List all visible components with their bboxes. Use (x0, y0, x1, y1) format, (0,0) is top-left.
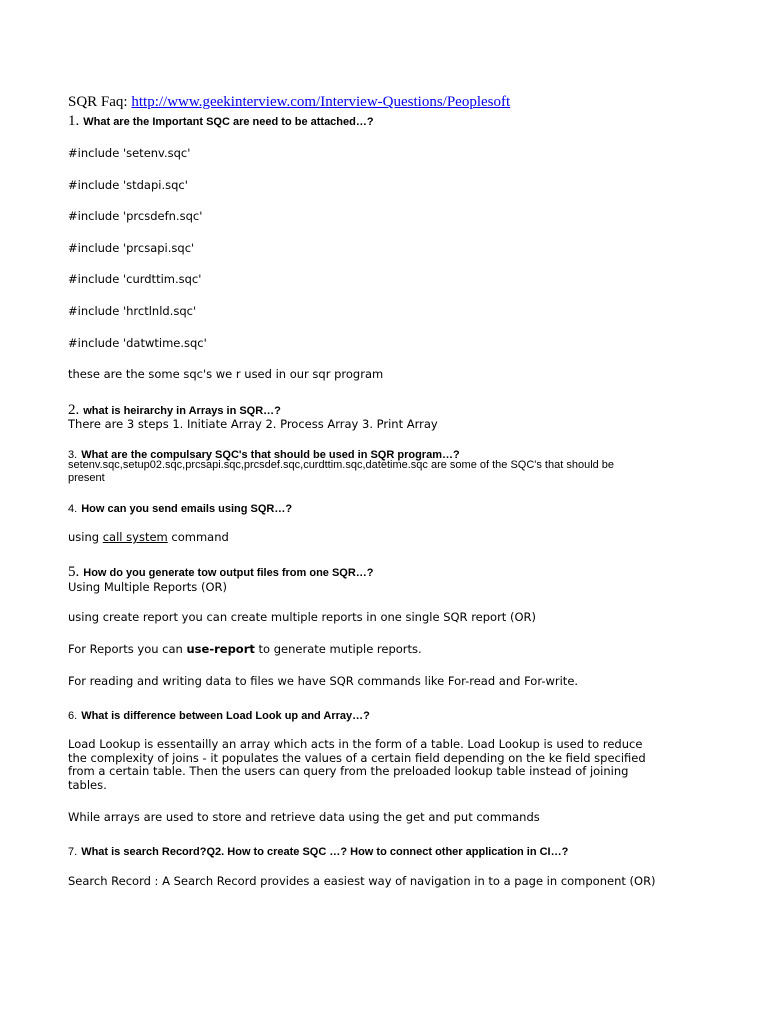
include-line: #include 'prcsdefn.sqc' (68, 209, 203, 223)
include-line: #include 'datwtime.sqc' (68, 336, 207, 350)
call-system-link[interactable]: call system (102, 530, 168, 544)
question-number: 5. (68, 564, 80, 580)
question-4 (68, 499, 292, 517)
answer-text: Using Multiple Reports (OR) (68, 580, 227, 594)
question-1 (68, 112, 374, 130)
answer-text: For reading and writing data to files we have SQR commands like For-read and For-write. (68, 674, 579, 688)
question-6 (68, 706, 370, 724)
answer-paragraph: While arrays are used to store and retrieve data using the get and put commands (68, 810, 540, 824)
question-number: 2. (68, 402, 80, 418)
question-number: 6. (68, 710, 78, 722)
question-number: 7. (68, 846, 78, 858)
answer-text: There are 3 steps 1. Initiate Array 2. Process Array 3. Print Array (68, 417, 438, 431)
include-line: #include 'setenv.sqc' (68, 146, 191, 160)
question-number: 4. (68, 503, 78, 515)
question-5 (68, 563, 374, 581)
answer-text: using create report you can create multiple reports in one single SQR report (OR) (68, 610, 536, 624)
question-text: What are the compulsary SQC's that should be used in SQR program…? (81, 449, 460, 461)
answer-prefix: using (68, 530, 103, 544)
answer-suffix: to generate mutiple reports. (254, 642, 422, 656)
use-report-keyword: use-report (186, 642, 255, 656)
question-text: What are the Important SQC are need to be attached…? (83, 116, 374, 128)
question-text: What is search Record?Q2. How to create SQC …? How to connect other application in CI…? (81, 846, 569, 858)
answer-text: Search Record : A Search Record provides a easiest way of navigation in to a page in component (OR) (68, 874, 656, 888)
include-line: #include 'stdapi.sqc' (68, 178, 188, 192)
include-line: #include 'hrctlnld.sqc' (68, 304, 197, 318)
question-text: What is difference between Load Look up and Array…? (81, 710, 370, 722)
question-text: what is heirarchy in Arrays in SQR…? (83, 405, 281, 417)
question-text: How can you send emails using SQR…? (81, 503, 293, 515)
answer-prefix: For Reports you can (68, 642, 187, 656)
question-number: 1. (68, 113, 80, 129)
include-line: #include 'curdttim.sqc' (68, 272, 202, 286)
answer-text: setenv.sqc,setup02.sqc,prcsapi.sqc,prcsdef.sqc,curdttim.sqc,datetime.sqc are some of the SQC's that should be present (68, 459, 615, 484)
answer-text (68, 530, 229, 544)
page-title (68, 94, 510, 111)
title-prefix: SQR Faq: (68, 94, 132, 110)
include-line: #include 'prcsapi.sqc' (68, 241, 195, 255)
question-7 (68, 842, 568, 860)
answer-paragraph: Load Lookup is essentailly an array which acts in the form of a table. Load Lookup is used to reduce the complexity of joins - it populates the values of a certain field depending on the ke field specified from a certain table. Then the users can query from the preloaded lookup table instead of joining tables. (68, 737, 646, 792)
question-number: 3. (68, 449, 78, 461)
question-text: How do you generate tow output files from one SQR…? (83, 567, 374, 579)
source-link[interactable]: http://www.geekinterview.com/Interview-Questions/Peoplesoft (131, 94, 511, 110)
answer-text (68, 642, 422, 656)
answer-note: these are the some sqc's we r used in our sqr program (68, 367, 384, 381)
answer-suffix: command (167, 530, 229, 544)
